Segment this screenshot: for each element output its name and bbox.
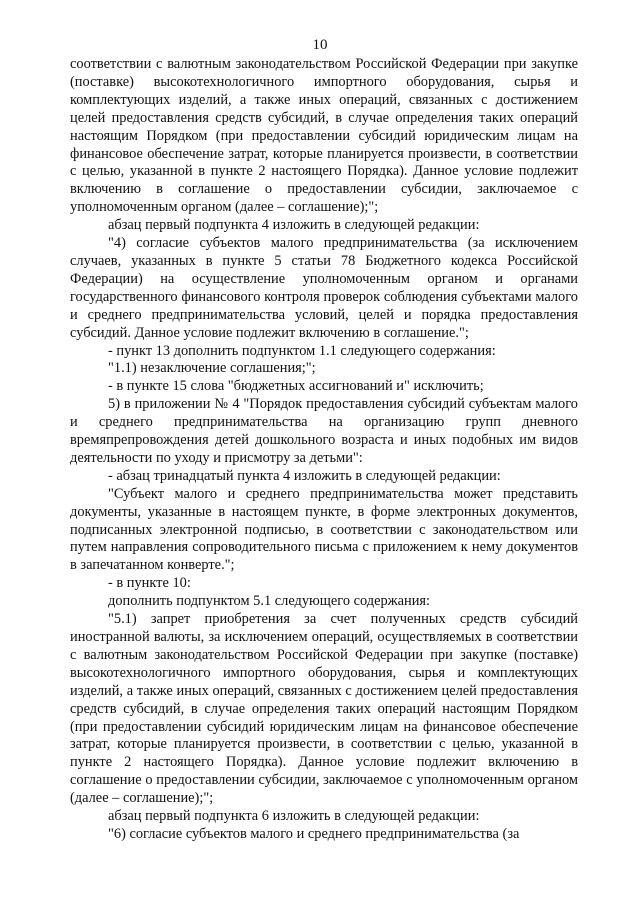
paragraph-amend-subparagraph-6: абзац первый подпункта 6 изложить в следующей редакции: — [108, 808, 480, 825]
paragraph-subparagraph-5-1-text: "5.1) запрет приобретения за счет полученных средств субсидий иностранной валюты, за исключением операций, осуществляемых в соответствии с валютным законодательством Российской Федерации при закупке (поставке) высокотехнологичного импортного оборудования, сырья и комплектующих изделий, а также иных операций, связанных с достижением целей предоставления средств субсидий, в случае определения таких операций настоящим Порядком (при предоставлении субсидий юридическим лицам на финансовое обеспечение затрат, которые планируется произвести, в соответствии с целью, указанной в пункте 2 настоящего Порядка). Данное условие подлежит включению в соглашение о предоставлении субсидии, заключаемое с уполномоченным органом (далее – соглашение);"; — [70, 611, 578, 807]
paragraph-subparagraph-6-text: "6) согласие субъектов малого и среднего предпринимательства (за — [108, 825, 520, 842]
paragraph-amend-point-13: - пункт 13 дополнить подпунктом 1.1 следующего содержания: — [108, 342, 496, 359]
paragraph-subparagraph-4-text: "4) согласие субъектов малого предпринимательства (за исключением случаев, указанных в пункте 5 статьи 78 Бюджетного кодекса Российской Федерации) на осуществление уполномоченным органом и органами государственного финансового контроля проверок соблюдения субъектами малого и среднего предпринимательства условий, целей и порядка предоставления субсидий. Данное условие подлежит включению в соглашение."; — [70, 235, 578, 341]
paragraph-documents-text: "Субъект малого и среднего предпринимательства может представить документы, указанные в настоящем пункте, в форме электронных документов, подписанных электронной подписью, в соответствии с законодательством или путем направления сопроводительного письма с приложением к нему документов в запечатанном конверте."; — [70, 485, 578, 574]
paragraph-subparagraph-1-1: "1.1) незаключение соглашения;"; — [108, 360, 316, 377]
paragraph-continuation: соответствии с валютным законодательством Российской Федерации при закупке (поставке) высокотехнологичного импортного оборудования, сырья и комплектующих изделий, а также иных операций, связанных с достижением целей предоставления средств субсидий, в случае определения таких операций настоящим Порядком (при предоставлении субсидий юридическим лицам на финансовое обеспечение затрат, которые планируется произвести, в соответствии с целью, указанной в пункте 2 настоящего Порядка). Данное условие подлежит включению в соглашение о предоставлении субсидии, заключаемое с уполномоченным органом (далее – соглашение);"; — [70, 56, 578, 216]
paragraph-amend-point-4: - абзац тринадцатый пункта 4 изложить в следующей редакции: — [108, 467, 501, 484]
paragraph-amend-point-15: - в пункте 15 слова "бюджетных ассигнований и" исключить; — [108, 378, 484, 395]
paragraph-add-subparagraph-5-1: дополнить подпунктом 5.1 следующего содержания: — [108, 593, 431, 610]
document-body — [70, 56, 578, 844]
paragraph-appendix-4: 5) в приложении № 4 "Порядок предоставления субсидий субъектам малого и среднего предпринимательства на организацию групп дневного времяпрепровождения детей дошкольного возраста и иных подобных им видов деятельности по уходу и присмотру за детьми": — [70, 396, 578, 466]
paragraph-amend-subparagraph-4: абзац первый подпункта 4 изложить в следующей редакции: — [108, 217, 480, 234]
page-number: 10 — [312, 37, 328, 53]
paragraph-point-10: - в пункте 10: — [108, 575, 191, 592]
